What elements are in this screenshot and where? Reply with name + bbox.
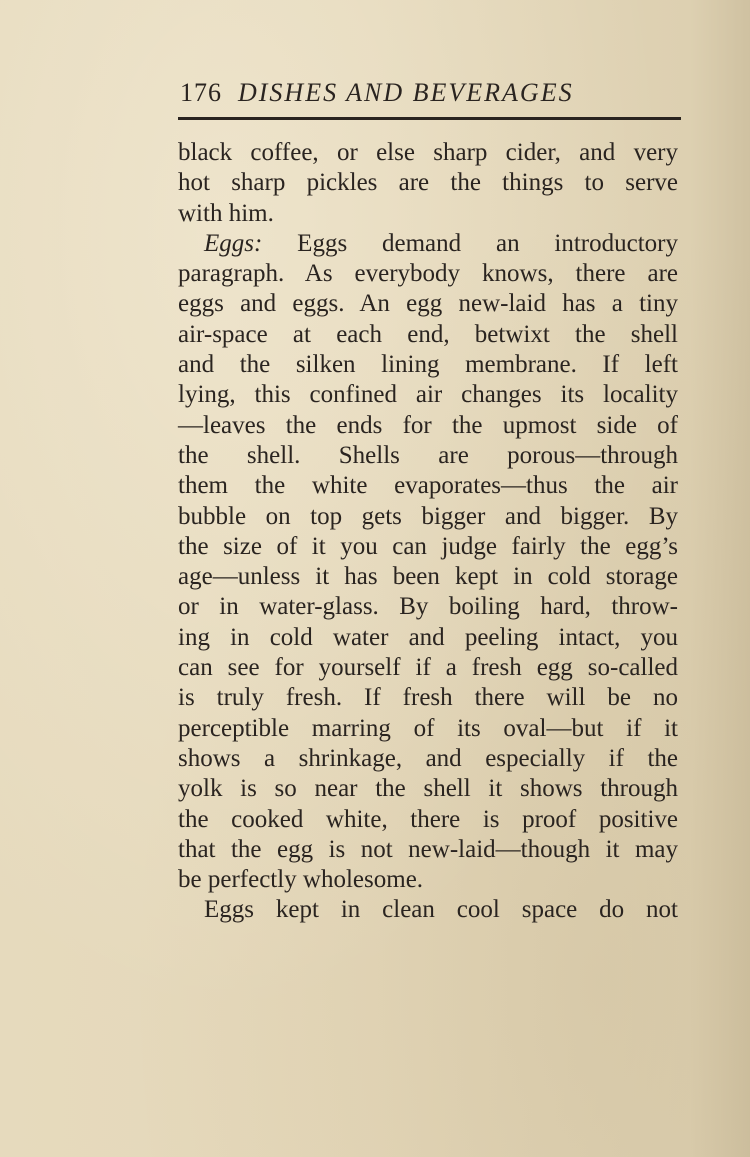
text-line: bubble on top gets bigger and bigger. By bbox=[178, 502, 678, 530]
page-header bbox=[180, 78, 680, 114]
text-line: eggs and eggs. An egg new-laid has a tiny bbox=[178, 290, 678, 318]
text-line: the size of it you can judge fairly the egg’s bbox=[178, 532, 678, 560]
text-line: black coffee, or else sharp cider, and very bbox=[178, 139, 678, 166]
text-line: lying, this confined air changes its locality bbox=[178, 381, 678, 409]
text-line: air-space at each end, betwixt the shell bbox=[178, 320, 678, 348]
text-line: Eggs kept in clean cool space do not bbox=[204, 896, 678, 924]
text-line: —leaves the ends for the upmost side of bbox=[178, 411, 678, 439]
text-line: paragraph. As everybody knows, there are bbox=[178, 260, 678, 288]
text-line bbox=[178, 229, 678, 259]
text-line: perceptible marring of its oval—but if it bbox=[178, 714, 678, 742]
text-line: that the egg is not new-laid—though it may bbox=[178, 835, 678, 863]
text-line: the shell. Shells are porous—through bbox=[178, 441, 678, 469]
text-line-content: Eggs demand an introductory bbox=[297, 229, 678, 257]
text-line: and the silken lining membrane. If left bbox=[178, 351, 678, 379]
text-line: can see for yourself if a fresh egg so-called bbox=[178, 654, 678, 682]
text-line: shows a shrinkage, and especially if the bbox=[178, 744, 678, 772]
body-text bbox=[178, 138, 678, 926]
text-line: the cooked white, there is proof positive bbox=[178, 805, 678, 833]
page-number: 176 bbox=[180, 78, 222, 107]
text-line: be perfectly wholesome. bbox=[178, 866, 424, 894]
text-line: age—unless it has been kept in cold storage bbox=[178, 563, 678, 591]
text-line: is truly fresh. If fresh there will be no bbox=[178, 684, 678, 712]
text-line: them the white evaporates—thus the air bbox=[178, 472, 678, 500]
text-line: or in water-glass. By boiling hard, throw- bbox=[178, 593, 678, 621]
running-head: DISHES AND BEVERAGES bbox=[238, 78, 574, 107]
text-line: with him. bbox=[178, 199, 274, 227]
text-line: ing in cold water and peeling intact, you bbox=[178, 623, 678, 651]
text-line: yolk is so near the shell it shows through bbox=[178, 775, 678, 803]
run-in-heading: Eggs: bbox=[204, 229, 263, 257]
header-rule bbox=[178, 117, 681, 120]
text-line: hot sharp pickles are the things to serve bbox=[178, 169, 678, 197]
